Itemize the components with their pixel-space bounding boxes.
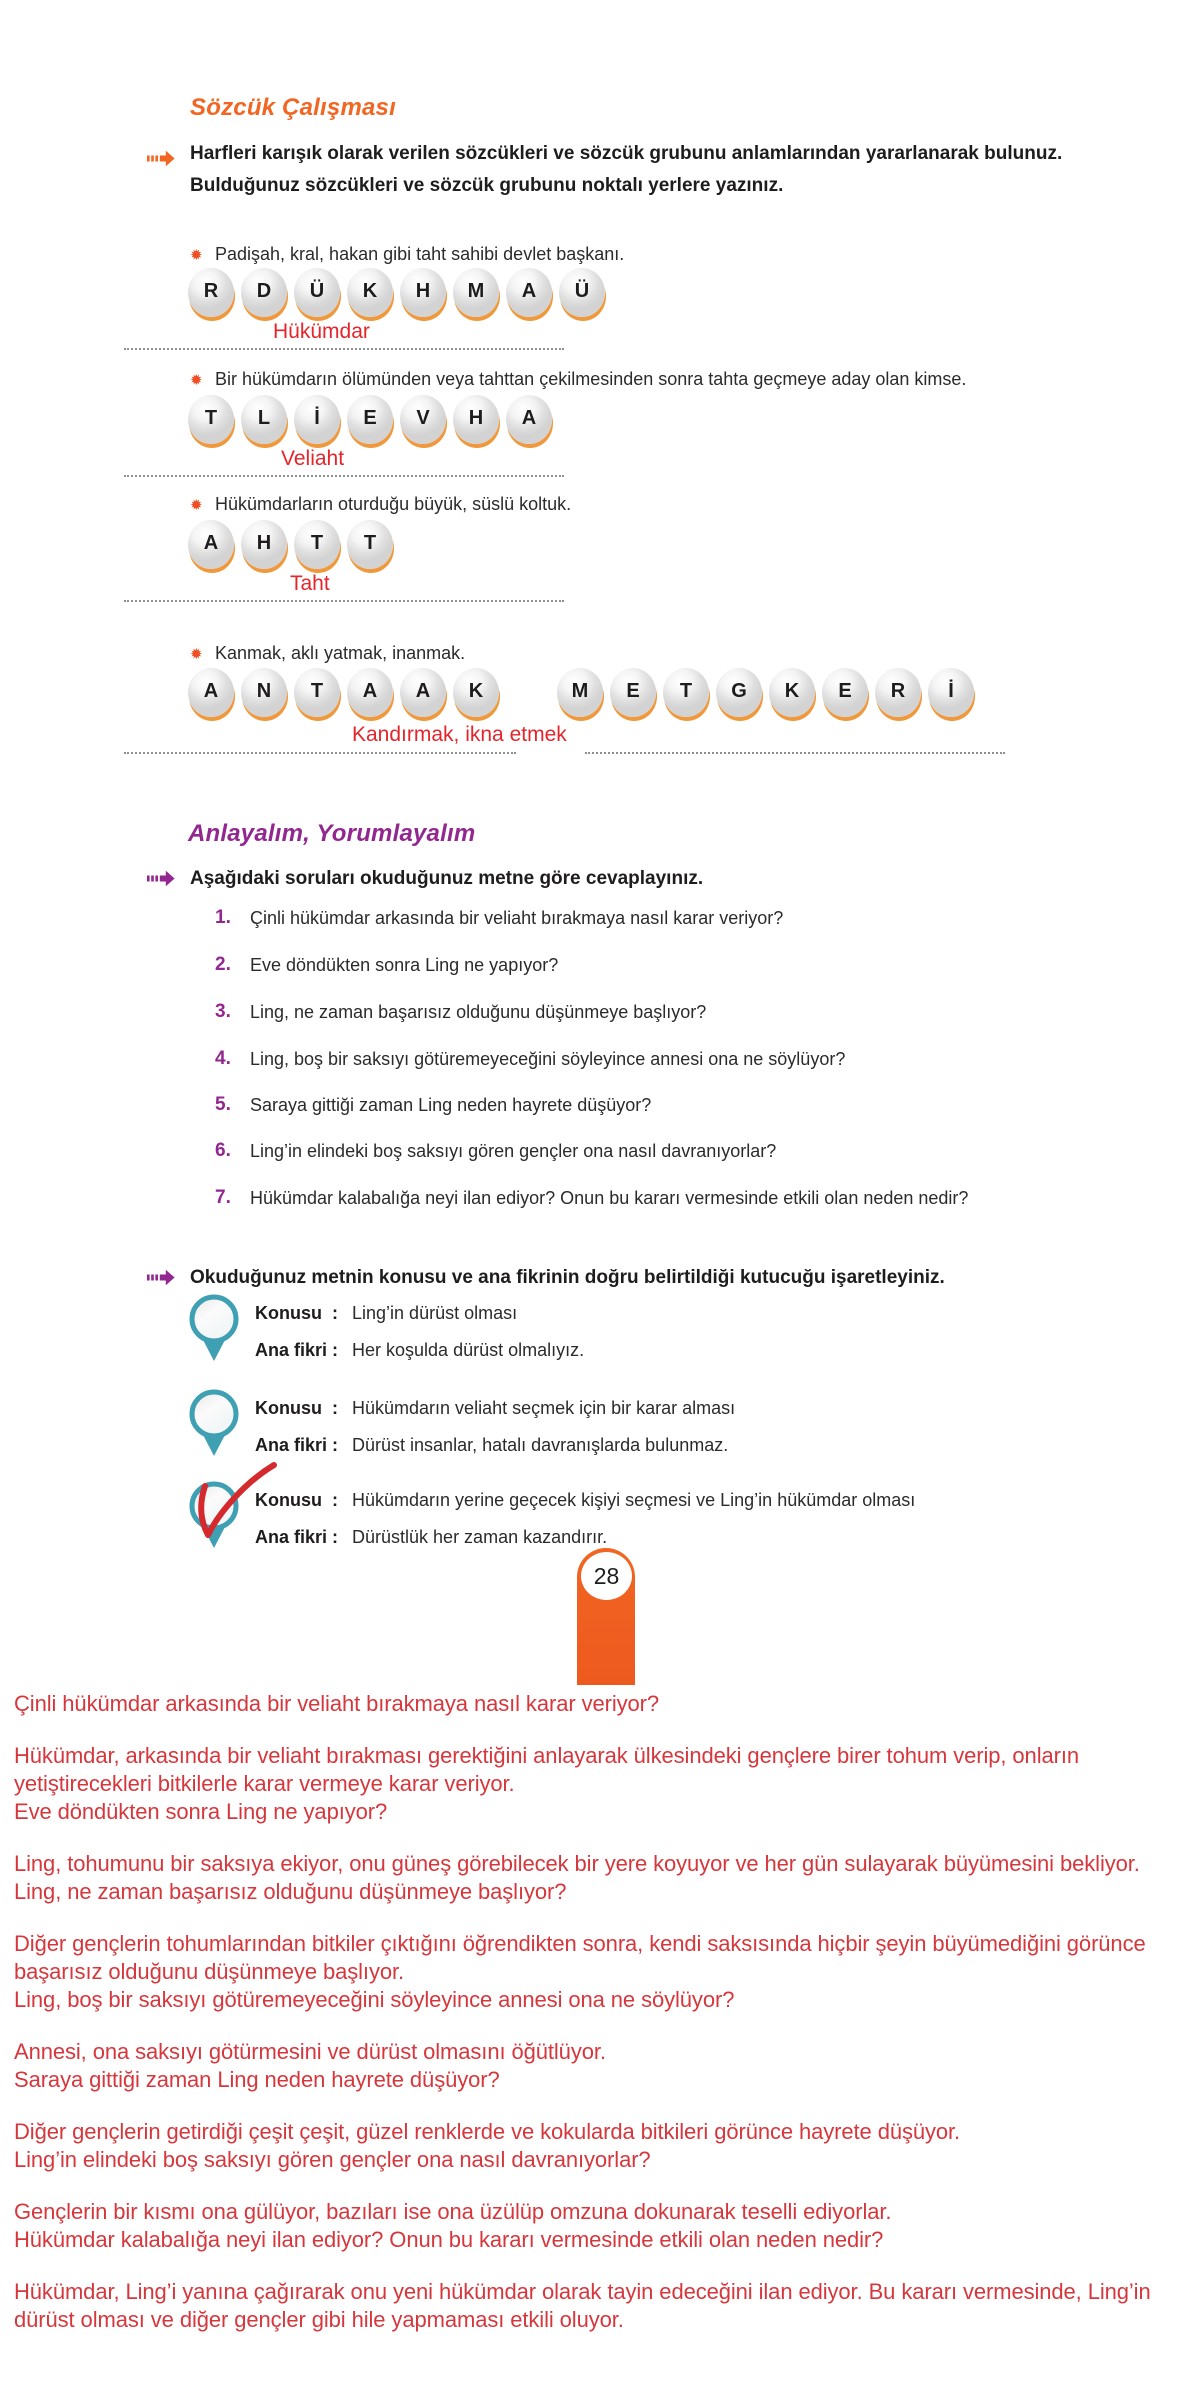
answer-key-notes	[14, 1690, 1154, 2334]
letter-tile: A	[347, 668, 393, 717]
ana-fikri-label: Ana fikri :	[255, 1527, 339, 1547]
letter-tile-row	[557, 668, 974, 717]
letter-tile-row	[188, 395, 552, 444]
topic-option	[255, 1398, 735, 1419]
comprehension-heading: Anlayalım, Yorumlayalım	[188, 820, 476, 847]
topic-option	[255, 1527, 607, 1548]
clue-text: Bir hükümdarın ölümünden veya tahttan çekilmesinden sonra tahta geçmeye aday olan kimse.	[215, 369, 967, 389]
letter-tile: E	[610, 668, 656, 717]
answer-key-question: Ling’in elindeki boş saksıyı gören gençler ona nasıl davranıyorlar?	[14, 2147, 651, 2172]
question-number: 2.	[215, 954, 231, 975]
word-study-instruction: Harfleri karışık olarak verilen sözcükleri ve sözcük grubunu anlamlarından yararlanarak bulunuz. Bulduğunuz sözcükleri ve sözcük grubunu noktalı yerlere yazınız.	[190, 143, 1063, 196]
answer-key-answer: Diğer gençlerin getirdiği çeşit çeşit, güzel renklerde ve kokularda bitkileri görünce hayrete düşüyor.	[14, 2119, 961, 2144]
letter-tile: Ü	[294, 268, 340, 317]
konusu-value: Hükümdarın veliaht seçmek için bir karar alması	[352, 1398, 736, 1418]
ana-fikri-value: Dürüst insanlar, hatalı davranışlarda bulunmaz.	[352, 1435, 729, 1455]
konusu-label: Konusu :	[255, 1398, 338, 1418]
letter-tile: E	[347, 395, 393, 444]
topic-option	[255, 1435, 728, 1456]
topic-option	[255, 1303, 517, 1324]
question-text: Hükümdar kalabalığa neyi ilan ediyor? Onun bu kararı vermesinde etkili olan neden nedir?	[250, 1188, 969, 1208]
konusu-value: Hükümdarın yerine geçecek kişiyi seçmesi ve Ling’in hükümdar olması	[352, 1490, 916, 1510]
letter-tile: K	[769, 668, 815, 717]
comprehension-instruction: Aşağıdaki soruları okuduğunuz metne göre cevaplayınız.	[190, 868, 704, 889]
question-number: 5.	[215, 1094, 231, 1115]
answer-key-answer: Annesi, ona saksıyı götürmesini ve dürüst olmasını öğütlüyor.	[14, 2039, 606, 2064]
question-text: Ling’in elindeki boş saksıyı gören gençler ona nasıl davranıyorlar?	[250, 1141, 777, 1161]
answer-key-question: Çinli hükümdar arkasında bir veliaht bırakmaya nasıl karar veriyor?	[14, 1691, 660, 1716]
letter-tile: Ü	[559, 268, 605, 317]
question-number: 7.	[215, 1187, 231, 1208]
answer-key-question: Saraya gittiği zaman Ling neden hayrete düşüyor?	[14, 2067, 500, 2092]
written-answer: Kandırmak, ikna etmek	[352, 723, 567, 746]
letter-tile: H	[241, 520, 287, 569]
balloon-checkbox-icon[interactable]	[188, 1389, 240, 1464]
letter-tile-row	[188, 268, 605, 317]
letter-tile: K	[453, 668, 499, 717]
answer-line[interactable]	[585, 752, 1005, 754]
letter-tile: A	[188, 668, 234, 717]
konusu-label: Konusu :	[255, 1303, 338, 1323]
page-number	[581, 1552, 632, 1600]
topic-option	[255, 1340, 584, 1361]
answer-key-answer: Diğer gençlerin tohumlarından bitkiler çıktığını öğrendikten sonra, kendi saksısında hiçbir şeyin büyümediğini görünce başarısız olduğunu düşünmeye başlıyor.	[14, 1931, 1146, 1984]
question-text: Çinli hükümdar arkasında bir veliaht bırakmaya nasıl karar veriyor?	[250, 908, 784, 928]
answer-key-answer: Hükümdar, Ling’i yanına çağırarak onu yeni hükümdar olarak tayin edeceğini ilan ediyor. Bu kararı vermesinde, Ling’in dürüst olması ve diğer gençler gibi hile yapmaması etkili oluyor.	[14, 2279, 1151, 2332]
letter-tile: T	[294, 520, 340, 569]
letter-tile: R	[875, 668, 921, 717]
star-bullet-icon: ✹	[190, 497, 203, 514]
question-number: 1.	[215, 907, 231, 928]
clue-text: Kanmak, aklı yatmak, inanmak.	[215, 643, 466, 663]
letter-tile: H	[453, 395, 499, 444]
ana-fikri-value: Her koşulda dürüst olmalıyız.	[352, 1340, 585, 1360]
clue-text: Padişah, kral, hakan gibi taht sahibi devlet başkanı.	[215, 244, 625, 264]
letter-tile-row	[188, 520, 393, 569]
letter-tile: D	[241, 268, 287, 317]
letter-tile: M	[453, 268, 499, 317]
answer-key-question: Ling, ne zaman başarısız olduğunu düşünmeye başlıyor?	[14, 1879, 567, 1904]
clue-text: Hükümdarların oturduğu büyük, süslü koltuk.	[215, 494, 572, 514]
letter-tile: A	[506, 268, 552, 317]
ana-fikri-label: Ana fikri :	[255, 1340, 339, 1360]
letter-tile: T	[347, 520, 393, 569]
answer-line[interactable]	[124, 348, 564, 350]
answer-key-answer: Hükümdar, arkasında bir veliaht bırakması gerektiğini anlayarak ülkesindeki gençlere birer tohum verip, onların yetiştirecekleri bitkilerle karar vermeye karar veriyor.	[14, 1743, 1079, 1796]
letter-tile: İ	[294, 395, 340, 444]
answer-key-answer: Gençlerin bir kısmı ona gülüyor, bazıları ise ona üzülüp omzuna dokunarak teselli ediyorlar.	[14, 2199, 892, 2224]
topic-option	[255, 1490, 915, 1511]
letter-tile: K	[347, 268, 393, 317]
letter-tile: H	[400, 268, 446, 317]
written-answer: Taht	[290, 572, 330, 595]
letter-tile: T	[188, 395, 234, 444]
letter-tile: T	[663, 668, 709, 717]
page-number-text: 28	[593, 1562, 620, 1589]
balloon-checkbox-icon[interactable]	[188, 1294, 240, 1369]
letter-tile: G	[716, 668, 762, 717]
answer-key-question: Ling, boş bir saksıyı götüremeyeceğini söyleyince annesi ona ne söylüyor?	[14, 1987, 735, 2012]
star-bullet-icon: ✹	[190, 372, 203, 389]
answer-line[interactable]	[124, 600, 564, 602]
letter-tile: L	[241, 395, 287, 444]
answer-key-question: Hükümdar kalabalığa neyi ilan ediyor? Onun bu kararı vermesinde etkili olan neden nedir?	[14, 2227, 884, 2252]
letter-tile: T	[294, 668, 340, 717]
answer-key-answer: Ling, tohumunu bir saksıya ekiyor, onu güneş görebilecek bir yere koyuyor ve her gün sulayarak büyümesini bekliyor.	[14, 1851, 1140, 1876]
word-study-heading: Sözcük Çalışması	[190, 94, 396, 121]
question-number: 4.	[215, 1048, 231, 1069]
letter-tile: A	[400, 668, 446, 717]
letter-tile-row	[188, 668, 499, 717]
letter-tile: V	[400, 395, 446, 444]
answer-line[interactable]	[124, 475, 564, 477]
question-number: 6.	[215, 1140, 231, 1161]
letter-tile: N	[241, 668, 287, 717]
arrow-bullet-icon	[147, 870, 175, 892]
arrow-bullet-icon	[147, 1269, 175, 1291]
letter-tile: R	[188, 268, 234, 317]
letter-tile: M	[557, 668, 603, 717]
topic-choice-instruction: Okuduğunuz metnin konusu ve ana fikrinin doğru belirtildiği kutucuğu işaretleyiniz.	[190, 1267, 945, 1288]
konusu-value: Ling’in dürüst olması	[352, 1303, 518, 1323]
question-text: Saraya gittiği zaman Ling neden hayrete düşüyor?	[250, 1095, 652, 1115]
konusu-label: Konusu :	[255, 1490, 338, 1510]
star-bullet-icon: ✹	[190, 247, 203, 264]
question-text: Ling, boş bir saksıyı götüremeyeceğini söyleyince annesi ona ne söylüyor?	[250, 1049, 846, 1069]
question-text: Ling, ne zaman başarısız olduğunu düşünmeye başlıyor?	[250, 1002, 707, 1022]
letter-tile: A	[506, 395, 552, 444]
ana-fikri-label: Ana fikri :	[255, 1435, 339, 1455]
written-answer: Veliaht	[281, 447, 345, 470]
written-answer: Hükümdar	[273, 320, 370, 343]
star-bullet-icon: ✹	[190, 646, 203, 663]
checkmark-icon	[180, 1458, 295, 1563]
question-text: Eve döndükten sonra Ling ne yapıyor?	[250, 955, 559, 975]
letter-tile: E	[822, 668, 868, 717]
letter-tile: A	[188, 520, 234, 569]
ana-fikri-value: Dürüstlük her zaman kazandırır.	[352, 1527, 608, 1547]
letter-tile: İ	[928, 668, 974, 717]
arrow-bullet-icon	[147, 150, 175, 172]
answer-key-question: Eve döndükten sonra Ling ne yapıyor?	[14, 1799, 388, 1824]
question-number: 3.	[215, 1001, 231, 1022]
answer-line[interactable]	[124, 752, 516, 754]
